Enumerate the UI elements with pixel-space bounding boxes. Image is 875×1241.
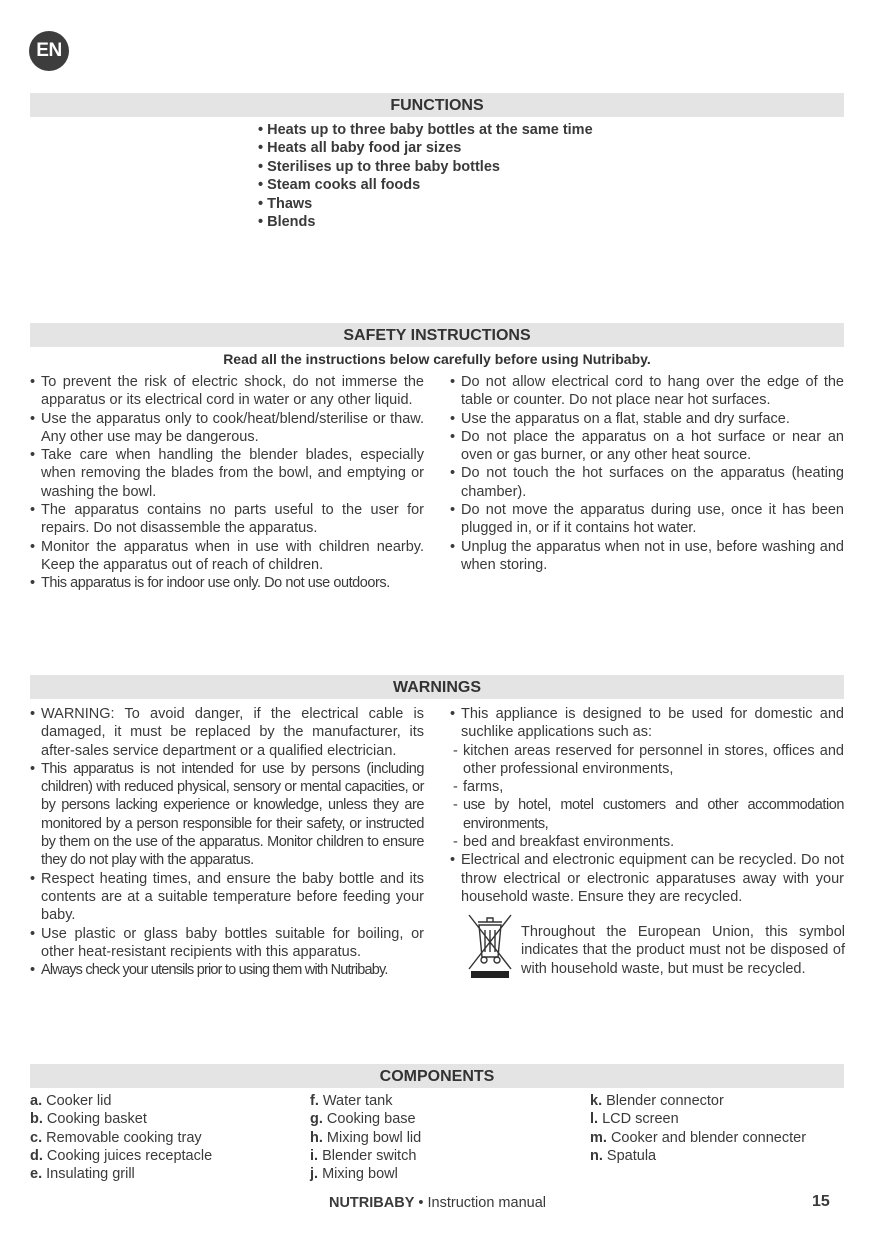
list-item: • Steam cooks all foods <box>258 177 421 194</box>
weee-notice <box>467 913 845 983</box>
list-item: • Electrical and electronic equipment can be recycled. Do not throw electrical or electronic apparatuses away with your household waste. Ensure they are recycled. <box>450 851 844 906</box>
functions-list <box>258 121 593 231</box>
functions-title: FUNCTIONS <box>30 93 844 117</box>
list-item: • Use plastic or glass baby bottles suitable for boiling, or other heat-resistant recipients with this apparatus. <box>30 925 424 962</box>
warnings-left-list <box>30 705 424 979</box>
list-item: • Do not place the apparatus on a hot surface or near an oven or gas burner, or any other heat source. <box>450 428 844 465</box>
list-item: • To prevent the risk of electric shock, do not immerse the apparatus or its electrical cord in water or any other liquid. <box>30 373 424 410</box>
component-item: g. Cooking base <box>310 1111 416 1128</box>
list-item: • Do not touch the hot surfaces on the apparatus (heating chamber). <box>450 464 844 501</box>
components-column-1 <box>30 1092 212 1183</box>
crossed-out-wheelie-bin-icon <box>467 913 513 979</box>
components-title: COMPONENTS <box>30 1064 844 1088</box>
list-item: • Blends <box>258 214 316 231</box>
list-item: • Respect heating times, and ensure the baby bottle and its contents are at a suitable temperature before feeding your baby. <box>30 870 424 925</box>
list-item: • Thaws <box>258 195 313 212</box>
safety-subtitle: Read all the instructions below carefully before using Nutribaby. <box>223 351 651 367</box>
component-item: n. Spatula <box>590 1147 657 1164</box>
components-column-3 <box>590 1092 806 1165</box>
list-item: • Use the apparatus on a flat, stable and dry surface. <box>450 410 844 428</box>
component-item: m. Cooker and blender connecter <box>590 1129 807 1146</box>
language-badge: EN <box>29 31 69 71</box>
list-item: • The apparatus contains no parts useful to the user for repairs. Do not disassemble the apparatus. <box>30 501 424 538</box>
component-item: j. Mixing bowl <box>310 1166 398 1183</box>
components-column-2 <box>310 1092 421 1183</box>
list-item: • WARNING: To avoid danger, if the electrical cable is damaged, it must be replaced by the manufacturer, its after-sales service department or a qualified electrician. <box>30 705 424 760</box>
component-item: k. Blender connector <box>590 1093 724 1109</box>
component-item: l. LCD screen <box>590 1111 679 1128</box>
safety-left-list <box>30 373 424 593</box>
component-item: c. Removable cooking tray <box>30 1129 202 1146</box>
warnings-title: WARNINGS <box>30 675 844 699</box>
page-number: 15 <box>812 1193 830 1210</box>
list-item: • Do not move the apparatus during use, once it has been plugged in, or if it contains hot water. <box>450 501 844 538</box>
list-item: • Unplug the apparatus when not in use, before washing and when storing. <box>450 538 844 575</box>
list-item: • Do not allow electrical cord to hang over the edge of the table or counter. Do not place near hot surfaces. <box>450 373 844 410</box>
component-item: e. Insulating grill <box>30 1166 135 1183</box>
footer-separator: • <box>414 1195 428 1211</box>
safety-right-list <box>450 373 844 574</box>
component-item: b. Cooking basket <box>30 1111 147 1128</box>
list-item: • Monitor the apparatus when in use with children nearby. Keep the apparatus out of reach of children. <box>30 538 424 575</box>
component-item: f. Water tank <box>310 1093 393 1109</box>
component-item: h. Mixing bowl lid <box>310 1129 422 1146</box>
sub-list-item: - use by hotel, motel customers and other accommodation environments, <box>450 796 844 833</box>
list-item: • Use the apparatus only to cook/heat/blend/sterilise or thaw. Any other use may be dangerous. <box>30 410 424 447</box>
footer-label: Instruction manual <box>427 1195 546 1211</box>
footer-brand: NUTRIBABY <box>328 1195 415 1211</box>
list-item: • Take care when handling the blender blades, especially when removing the blades from the bowl, and emptying or washing the bowl. <box>30 446 424 501</box>
list-item: • This apparatus is for indoor use only. Do not use outdoors. <box>30 574 424 592</box>
list-item: • Heats up to three baby bottles at the same time <box>258 122 593 138</box>
weee-text: Throughout the European Union, this symbol indicates that the product must not be disposed of with household waste, but must be recycled. <box>521 924 845 977</box>
list-item: • Always check your utensils prior to using them with Nutribaby. <box>30 961 424 979</box>
component-item: i. Blender switch <box>310 1147 417 1164</box>
component-item: a. Cooker lid <box>30 1093 112 1109</box>
sub-list-item: - farms, <box>450 778 844 796</box>
warnings-right-list <box>450 705 844 906</box>
list-item: • This apparatus is not intended for use by persons (including children) with reduced physical, sensory or mental capacities, or by persons lacking experience or knowledge, unless they are monitored by a person responsible for their safety, or instructed by them on the use of the apparatus. Monitor children to ensure they do not play with the apparatus. <box>30 760 424 870</box>
sub-list-item: - bed and breakfast environments. <box>450 833 844 851</box>
sub-list-item: - kitchen areas reserved for personnel in stores, offices and other professional environments, <box>450 742 844 779</box>
list-item: • This appliance is designed to be used for domestic and suchlike applications such as: <box>450 705 844 742</box>
safety-title: SAFETY INSTRUCTIONS <box>30 323 844 347</box>
component-item: d. Cooking juices receptacle <box>30 1147 213 1164</box>
list-item: • Heats all baby food jar sizes <box>258 140 462 157</box>
footer <box>0 1195 875 1211</box>
list-item: • Sterilises up to three baby bottles <box>258 158 500 175</box>
